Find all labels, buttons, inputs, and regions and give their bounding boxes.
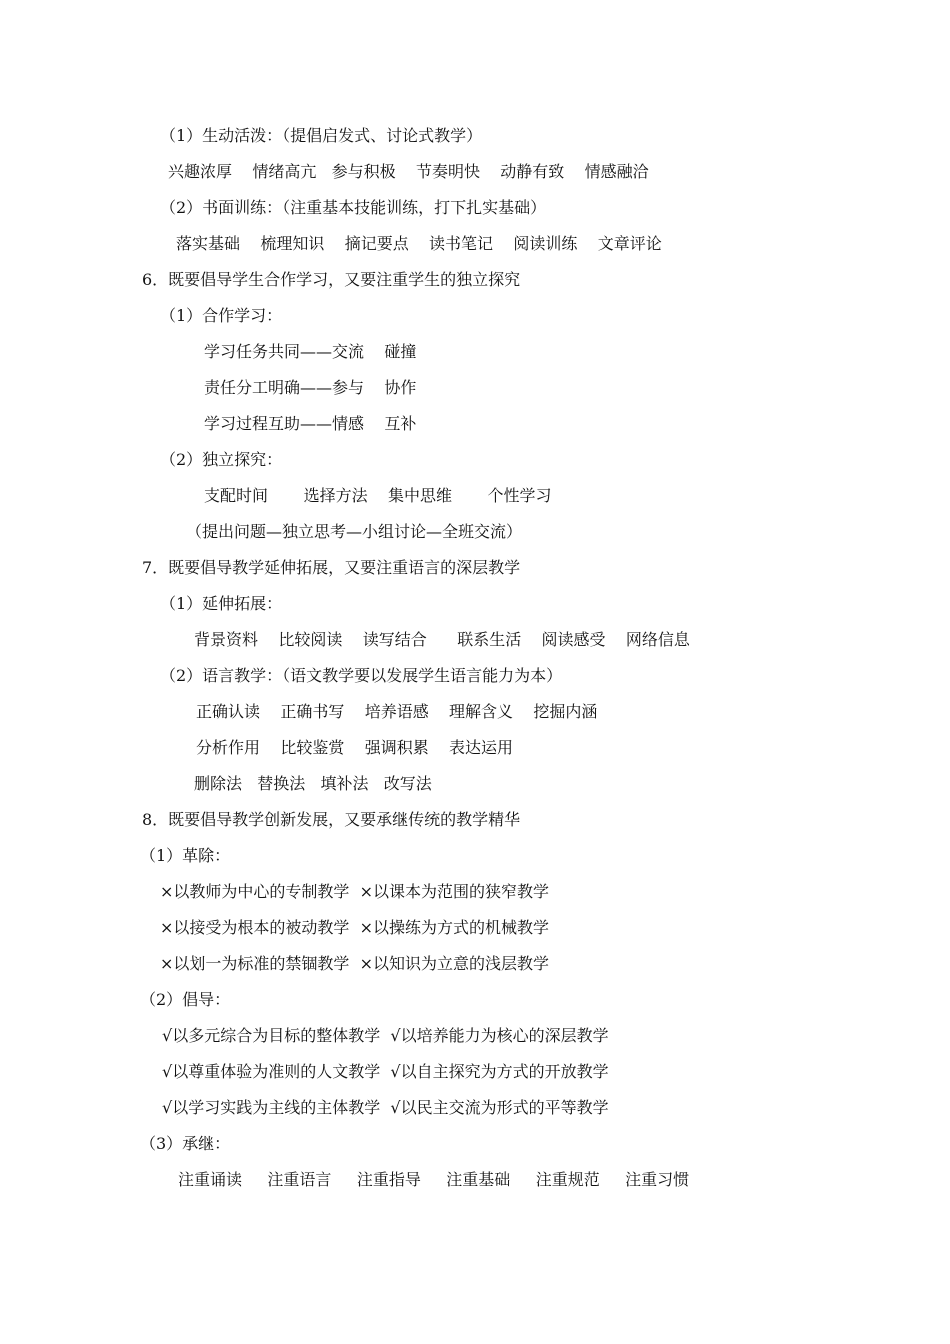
section-heading-8: 8．既要倡导教学创新发展，又要承继传统的教学精华 — [142, 810, 521, 829]
check-item-row: √以尊重体验为准则的人文教学 √以自主探究为方式的开放教学 — [162, 1062, 609, 1081]
section-heading-7: 7．既要倡导教学延伸拓展，又要注重语言的深层教学 — [142, 558, 521, 577]
keyword-row: 正确认读 正确书写 培养语感 理解含义 挖掘内涵 — [196, 702, 598, 721]
list-item: 责任分工明确——参与 协作 — [204, 378, 417, 397]
keyword-row: 删除法 替换法 填补法 改写法 — [194, 774, 432, 793]
list-item: 学习任务共同——交流 碰撞 — [204, 342, 417, 361]
keyword-row: 注重诵读 注重语言 注重指导 注重基础 注重规范 注重习惯 — [178, 1170, 690, 1189]
keyword-row: 支配时间 选择方法 集中思维 个性学习 — [204, 486, 552, 505]
process-note: （提出问题—独立思考—小组讨论—全班交流） — [186, 522, 523, 541]
subheading-language: （2）语言教学：（语文教学要以发展学生语言能力为本） — [160, 666, 563, 685]
subheading-lively: （1）生动活泼：（提倡启发式、讨论式教学） — [160, 126, 483, 145]
subheading-extension: （1）延伸拓展： — [160, 594, 283, 613]
check-item-row: √以学习实践为主线的主体教学 √以民主交流为形式的平等教学 — [162, 1098, 609, 1117]
subheading-advocate: （2）倡导： — [140, 990, 231, 1009]
keyword-row: 落实基础 梳理知识 摘记要点 读书笔记 阅读训练 文章评论 — [176, 234, 662, 253]
subheading-independent: （2）独立探究： — [160, 450, 283, 469]
keyword-row: 背景资料 比较阅读 读写结合 联系生活 阅读感受 网络信息 — [194, 630, 690, 649]
subheading-cooperative: （1）合作学习： — [160, 306, 283, 325]
cross-item-row: ×以接受为根本的被动教学 ×以操练为方式的机械教学 — [160, 918, 549, 937]
cross-item-row: ×以划一为标准的禁锢教学 ×以知识为立意的浅层教学 — [160, 954, 549, 973]
subheading-written-training: （2）书面训练：（注重基本技能训练，打下扎实基础） — [160, 198, 547, 217]
section-heading-6: 6．既要倡导学生合作学习，又要注重学生的独立探究 — [142, 270, 521, 289]
subheading-inherit: （3）承继： — [140, 1134, 231, 1153]
cross-item-row: ×以教师为中心的专制教学 ×以课本为范围的狭窄教学 — [160, 882, 549, 901]
list-item: 学习过程互助——情感 互补 — [204, 414, 417, 433]
keyword-row: 兴趣浓厚 情绪高亢 参与积极 节奏明快 动静有致 情感融洽 — [168, 162, 649, 181]
subheading-remove: （1）革除： — [140, 846, 231, 865]
keyword-row: 分析作用 比较鉴赏 强调积累 表达运用 — [196, 738, 514, 757]
check-item-row: √以多元综合为目标的整体教学 √以培养能力为核心的深层教学 — [162, 1026, 609, 1045]
